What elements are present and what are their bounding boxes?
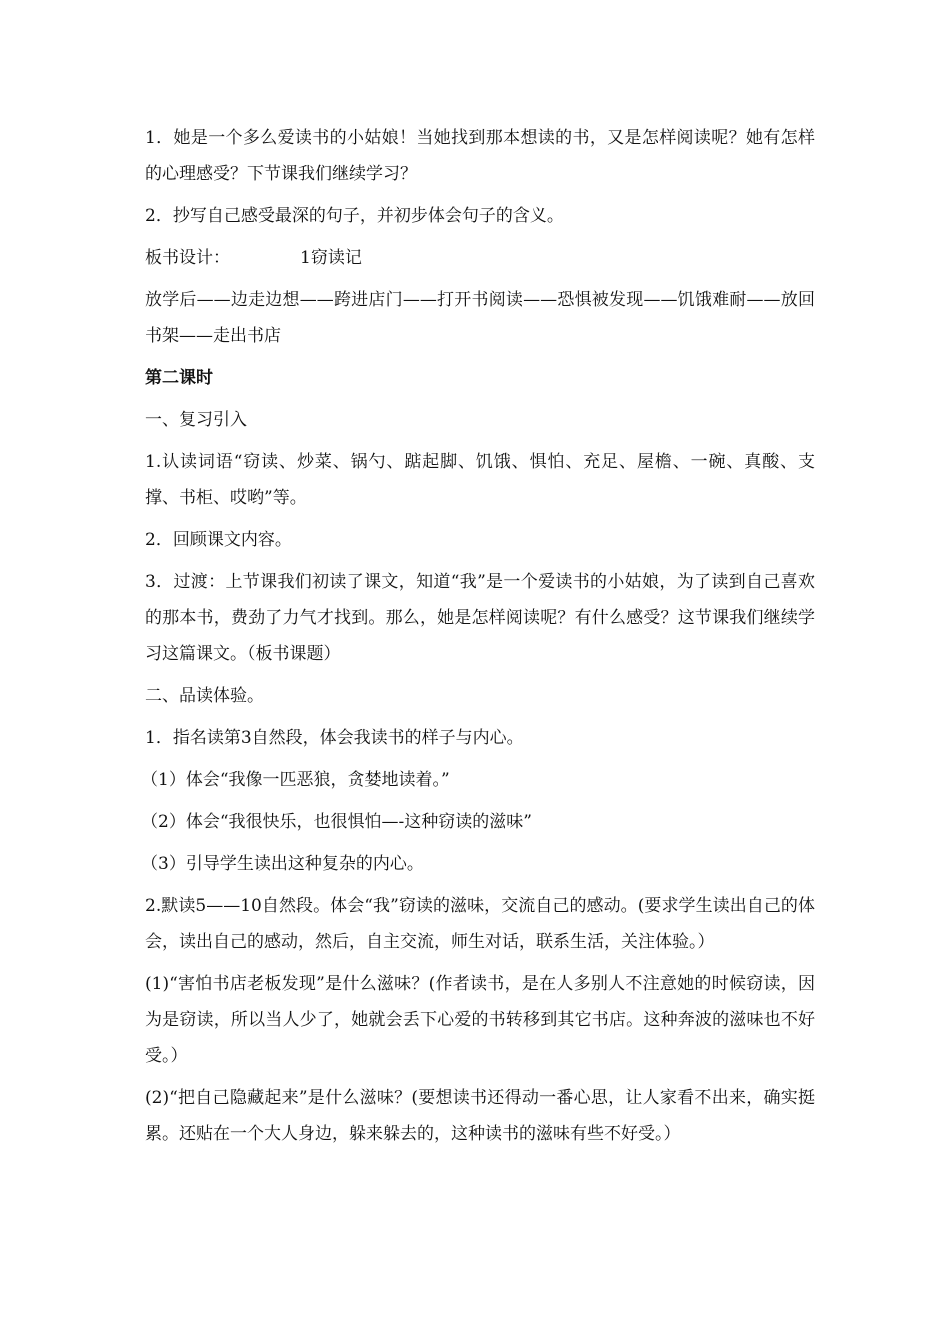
paragraph-item-1: （1）体会“我像一匹恶狼，贪婪地读着。”: [141, 770, 450, 790]
paragraph-recall: 2．回顾课文内容。: [145, 530, 292, 550]
paragraph-transition: 3．过渡：上节课我们初读了课文，知道“我”是一个爱读书的小姑娘，为了读到自己喜欢的那本书，费劲了力气才找到。那么，她是怎样阅读呢？有什么感受？这节课我们继续学习这篇课文。（板书课题）: [145, 572, 815, 664]
paragraph-vocab: 1.认读词语“窃读、炒菜、锅勺、踮起脚、饥饿、惧怕、充足、屋檐、一碗、真酸、支撑、书柜、哎哟”等。: [145, 452, 815, 508]
paragraph-sub-2: (2)“把自己隐藏起来”是什么滋味？(要想读书还得动一番心思，让人家看不出来，确实挺累。还贴在一个大人身边，躲来躲去的，这种读书的滋味有些不好受。）: [145, 1088, 815, 1144]
paragraph-item-3: （3）引导学生读出这种复杂的内心。: [141, 854, 424, 874]
paragraph-read-3: 1．指名读第3自然段，体会我读书的样子与内心。: [145, 728, 524, 748]
document-body: [141, 120, 815, 1152]
paragraph-item-2: （2）体会“我很快乐，也很惧怕—-这种窃读的滋味”: [141, 812, 532, 832]
board-design-title: 1窃读记: [300, 248, 362, 268]
paragraph-sub-1: (1)“害怕书店老板发现”是什么滋味？(作者读书，是在人多别人不注意她的时候窃读，因为是窃读，所以当人少了，她就会丢下心爱的书转移到其它书店。这种奔波的滋味也不好受。）: [145, 974, 815, 1066]
section-review: 一、复习引入: [145, 410, 247, 430]
board-design-flow: 放学后——边走边想——跨进店门——打开书阅读——恐惧被发现——饥饿难耐——放回书架——走出书店: [145, 290, 815, 346]
lesson-heading: 第二课时: [145, 368, 213, 388]
section-reading: 二、品读体验。: [145, 686, 264, 706]
paragraph-silent-read: 2.默读5——10自然段。体会“我”窃读的滋味，交流自己的感动。(要求学生读出自己的体会，读出自己的感动，然后，自主交流，师生对话，联系生活，关注体验。）: [145, 896, 815, 952]
paragraph-homework-2: 2．抄写自己感受最深的句子，并初步体会句子的含义。: [145, 206, 564, 226]
board-design-label: 板书设计：: [145, 248, 230, 268]
board-design-line: [145, 240, 815, 276]
paragraph-homework-1: 1．她是一个多么爱读书的小姑娘！当她找到那本想读的书，又是怎样阅读呢？她有怎样的心理感受？下节课我们继续学习？: [145, 128, 815, 184]
